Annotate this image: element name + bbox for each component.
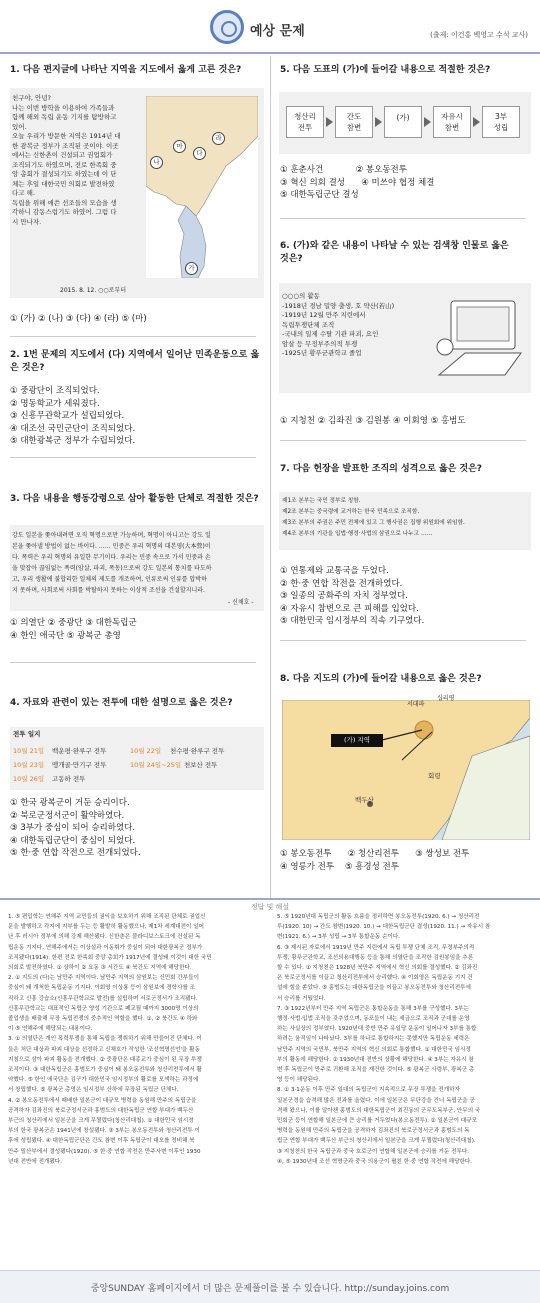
place-hoeryong: 회령 — [428, 772, 441, 780]
answer-section — [0, 898, 540, 1270]
arrow-right-icon — [375, 117, 382, 127]
header-rule — [0, 52, 540, 54]
region-ga-label: (가) 지역 — [331, 734, 383, 747]
divider — [10, 336, 256, 337]
question-7-options[interactable]: ① 연통제와 교통국을 두었다. ② 한·중 연합 작전을 전개하였다. ③ 일종의 공화주의 자치 정부였다. ④ 자유시 참변으로 큰 피해를 입었다. ⑤ 대한민국 임시정부의 직속 기구였다. — [280, 566, 425, 626]
place-simnipyeong: 십리평 — [437, 695, 455, 702]
question-6-text: ○○○의 활동 -1918년 경남 밀양 출생, 호 약산(若山) -1919년 12월 만주 지린에서 독립투쟁단체 조직 -국내의 일제 수탈 기관 파괴, 요인 암살 등 무정부주의적 투쟁 -1925년 황푸군관학교 졸업 — [282, 292, 395, 357]
question-4-title: 4. 자료와 관련이 있는 전투에 대한 설명으로 옳은 것은? — [10, 698, 233, 708]
question-1-map — [146, 96, 258, 278]
place-seodaepa: 서대파 — [407, 701, 425, 708]
question-4-table-head: 전투 일지 — [13, 730, 41, 738]
flow-step: 자유시 참변 — [433, 106, 471, 138]
question-1-title: 1. 다음 편지글에 나타난 지역을 지도에서 옳게 고른 것은? — [10, 65, 242, 75]
log-date: 10월 24일~25일 — [130, 761, 182, 769]
question-5-options[interactable]: ① 훈춘사건 ② 봉오동전투 ③ 혁신 의회 결성 ④ 미쓰야 협정 체결 ⑤ 대한독립군단 결성 — [280, 165, 435, 200]
question-1-options[interactable]: ① (가) ② (나) ③ (다) ④ (라) ⑤ (마) — [10, 314, 147, 324]
divider — [10, 662, 256, 663]
map-marker-na: 나 — [150, 156, 163, 169]
flow-step: 3부 성립 — [482, 106, 520, 138]
author-credit: (출제: 이건홍 백영고 수석 교사) — [430, 31, 528, 39]
arrow-right-icon — [473, 117, 480, 127]
question-6-options[interactable]: ① 지청천 ② 김좌진 ③ 김원봉 ④ 이회영 ⑤ 홍범도 — [280, 416, 466, 426]
log-date: 10월 23일 — [13, 761, 45, 769]
map-marker-da: 다 — [193, 147, 206, 160]
question-1-letter: 친구야, 안녕? 나는 이번 방학을 이용하여 가족들과 함께 해외 독립 운동 기지를 탐방하고 있어. 오늘 우리가 방문한 지역은 1914년 대 한 광복군 정부가 조직된 곳이야. 이곳 에서는 신한촌이 건설되고 권업회가 조직되기도 하였으며, 전로 한족회 중 앙 총회가 결성되기도 하였는데 이 단 체는 후일 대한국민 의회로 발전하였 다고 해. 독립을 위해 애쓴 선조들의 모습을 생 각하니 감동스럽기도 하였어. 그럼 다 시 만나자. — [12, 94, 121, 226]
question-7-text: 제1조 본부는 국민 정부로 칭함. 제2조 본부는 중국령에 교거하는 한국 민족으로 조직함. 제3조 본부의 주권은 주민 전체에 있고 그 행사권은 집행 위원회에 위임함. 제4조 본부의 기관을 입법·행정·사법의 삼권으로 나누고 …… — [282, 498, 465, 537]
question-2-options[interactable]: ① 중광단이 조직되었다. ② 명동학교가 세워졌다. ③ 신흥무관학교가 설립되었다. ④ 대조선 국민군단이 조직되었다. ⑤ 대한광복군 정부가 수립되었다. — [10, 386, 136, 446]
question-1-date: 2015. 8. 12. ○○로부터 — [60, 287, 127, 294]
arrow-right-icon — [424, 117, 431, 127]
log-date: 10월 22일 — [130, 747, 162, 755]
question-8-options[interactable]: ① 봉오동전투 ② 청산리전투 ③ 쌍성보 전투 ④ 영릉가 전투 ⑤ 흥경성 전투 — [280, 849, 470, 872]
question-3-cite: - 신채호 - — [228, 599, 254, 606]
question-5-title: 5. 다음 도표의 (가)에 들어갈 내용으로 적절한 것은? — [280, 65, 491, 75]
column-divider — [270, 56, 271, 898]
log-event: 백운평·완루구 전투 — [52, 747, 107, 755]
question-3-options[interactable]: ① 의열단 ② 중광단 ③ 대한독립군 ④ 한인 애국단 ⑤ 광복군 총영 — [10, 618, 137, 641]
question-7-title: 7. 다음 헌장을 발표한 조직의 성격으로 옳은 것은? — [280, 464, 483, 474]
log-event: 고동하 전투 — [52, 775, 86, 783]
map-marker-ga: 가 — [185, 262, 198, 275]
flow-step: 간도 참변 — [335, 106, 373, 138]
answer-right-column: 5. ⑤ 1920년대 독립군의 활동 흐름을 정리하면 봉오동전투(1920. 6.) → 청산리전 투(1920. 10) → 간도 참변(1920. 10.) → 대한독립군단 결성(1920. 11.) → 자유시 참 변(1921. 6.) → 3부 성립 → 3부 통합운동 순이다. 6. ③ 제시된 자료에서 1919년 만주 지린에서 독립 투쟁 단체 조직, 무정부주의적 투쟁, 황푸군관학교, 조선의용대행동 등을 통해 의열단을 조직한 김원봉임을 추론 할 수 있다. ① 지청천은 1928년 북만주 지역에서 혁신 의회를 결성했다. ② 김좌진 은 북로군정서를 이끌고 청산리전투에서 승리했다. ④ 이회영은 독립운동 기지 건 설에 힘을 쏟았다. ⑤ 홍범도는 대한독립군을 이끌고 봉오동전투와 청산리전투에 서 승리를 거뒀었다. 7. ③ 1922년부터 만주 지역 독립군은 통합운동을 통해 3부를 구성했다. 3부는 행정·사법·입법 조직을 갖추었으며, 동포들이 내는 세금으로 조직과 군대를 운영 하는 사실상의 정부였다. 1920년대 중반 만주 유일당 운동이 일어나자 3부를 통합 하려는 움직임이 나타났다. 3부를 하나로 통합하지는 못했지만 독립운동 세력은 남만주 지역의 국민부, 북만주 지역의 혁신 의회로 통합했다. ① 대한민국 임시정 부의 활동에 해당한다. ② 1930년대 전반의 상황에 해당한다. ④ 3부는 자유시 참 변 후 독립군이 만주로 귀환해 조직을 재건한 것이다. ⑤ 광복군 사령부, 광복군 총 영 등이 해당된다. 8. ① 3·1운동 이후 만주 일대의 독립군이 지속적으로 무장 투쟁을 전개하자 일본군경을 습격해 많은 전과를 올렸다. 이에 일본군은 무단강을 건너 독립군을 공 격해 왔으나, 이를 알아챈 홍범도의 대한독립군이 최진동의 군무도독부군, 안무의 국 민회군 등이 연합해 일본군에 큰 승리를 거두었다(봉오동전투). ② 일본군이 대규모 병력을 동원해 만주의 독립군을 공격하자 김좌진의 북로군정서군과 홍범도의 독 립군 연합 부대가 백두산 부근의 청산리에서 일본군을 크게 무찔렀다(청산리대첩). ③ 지청천의 한국 독립군과 중국 호로군이 연합해 일본군에 승리를 거둔 전투다. ④, ⑤ 1930년대 조선 혁명군과 중국 의용군이 펼친 한·중 연합 작전에 해당한다. — [277, 914, 491, 1165]
answer-left-column: 1. ⑤ 편입학는 연해주 지역 교민들의 권익을 보호하기 위해 조직된 단체로 권업신 문을 발행하고 각지에 지부를 두는 등 활발히 활동했으나, 제1차 세계대전이 일어 난 후 러시아 정부에 의해 강제 해산됐다. 신한촌은 블라디보스토크에 건설된 독 립운동 기지다. 연해주에서는 이상설과 이동휘가 중심이 되어 대한광복군 정부가 조직됐다(1914). 한편 전로 한족회 중앙 총회가 1917년에 결성돼 이것이 대한 국민 의회로 발전하였다. ① 상하이 ② 요동 ③ 서간도 ④ 북간도 지역에 해당한다. 2. ① 지도의 (다)는 남만주 지역이다. 남만주 지역의 삼원보는 신민회 간부들이 중심이 돼 개척한 독립운동 기지다. 이회영 이상룡 등이 삼원보에 경학사를 조 직하고 신흥 강습소(신흥무관학교로 발전)를 설립하며 서로군정서가 조직됐다. 신흥무관학교는 대표적인 독립군 양성 기관으로 폐교될 때까지 3000명 이상의 졸업생을 배출해 무장 독립전쟁의 중추적인 역할을 했다. ①, ② 북간도 ④ 하와 이 ⑤ 연해주에 해당되는 내용이다. 3. ① 의열단은 개인 폭력투쟁을 통해 독립을 쟁취하기 위해 만들어진 단체다. 이 들은 처단 대상과 파괴 대상을 선정하고 신채호가 작성한 '조선혁명선언'을 활동 지침으로 삼아 파괴 활동을 전개했다. ② 중광단은 대종교가 중심이 된 무장 투쟁 조직이다. ③ 대한독립군은 홍범도가 중심이 돼 봉오동전투와 청산리전투에서 활 약했다. ⑤ 한인 애국단은 김구가 대한민국 임시정부의 활로를 모색하는 과정에 서 창립했다. ⑤ 광복군 총영은 임시정부 산하에 무장된 독립군 단체다. 4. ② 봉오동전투에서 패배한 일본군이 대규모 병력을 동원해 만주의 독립군을 공격하자 김좌진의 북로군정서군과 홍범도의 대한독립군 연합 부대가 백두산 부근의 청산리에서 일본군을 크게 무찔렀다(청산리대첩). ① 대한민국 임시정 부의 한국 광복군은 1941년에 창설됐다. ③ 3부는 봉오동전투와 청산리전투 이 후에 성립됐다. ④ 대한독립군단은 간도 참변 이후 독립군이 대오를 정비해 북 만주 밀산부에서 결성됐다(1920). ⑤ 한·중 연합 작전은 만주사변 이후인 1930 년대 전반에 전개됐다. — [8, 914, 212, 1165]
log-event: 천보산 전투 — [184, 761, 218, 769]
question-3-text: 강도 일본을 쫓아내려면 오직 혁명으로만 가능하며, 혁명이 아니고는 강도 일 본을 쫓아낼 방법이 없는 바이다. …… 민중은 우리 혁명의 대본영(大本營)이 다. 폭력은 우리 혁명의 유일한 무기이다. 우리는 민중 속으로 가서 민중과 손 을 맞잡아 끊임없는 폭력(암살, 파괴, 폭동)으로써 강도 일본의 통치를 타도하 고, 우리 생활에 불합리한 일체의 제도를 개조하여, 인류로써 인류를 압박하 지 못하며, 사회로써 사회를 박탈하지 못하는 이상적 조선을 건설할지니라. — [12, 532, 212, 594]
footer-link-text[interactable]: 중앙SUNDAY 홈페이지에서 더 많은 문제풀이를 볼 수 있습니다. http://sunday.joins.com — [90, 1284, 450, 1294]
log-event: 천수평·완루구 전투 — [170, 747, 225, 755]
arrow-right-icon — [326, 117, 333, 127]
divider — [10, 457, 256, 458]
map-marker-ma: 마 — [173, 140, 186, 153]
divider — [280, 640, 526, 641]
flow-step: 청산리 전투 — [286, 106, 324, 138]
page-footer — [0, 1270, 540, 1303]
log-date: 10월 26일 — [13, 775, 45, 783]
question-4-source-box — [10, 727, 264, 790]
question-8-title: 8. 다음 지도의 (가)에 들어갈 내용으로 옳은 것은? — [280, 674, 482, 684]
log-date: 10월 21일 — [13, 747, 45, 755]
question-2-title: 2. 1번 문제의 지도에서 (다) 지역에서 일어난 민족운동으로 옳 은 것은? — [10, 350, 260, 373]
question-6-title: 6. (가)와 같은 내용이 나타날 수 있는 검색창 인물로 옳은 것은? — [280, 241, 509, 264]
answer-title: 정답 및 해설 — [250, 903, 290, 911]
page-header — [0, 0, 540, 58]
flow-step-blank: (가) — [384, 106, 422, 138]
question-4-options[interactable]: ① 한국 광복군이 거둔 승리이다. ② 북로군정서군이 활약하였다. ③ 3부가 중심이 되어 승리하였다. ④ 대한독립군단이 중심이 되었다. ⑤ 한·중 연합 작전으로 전개되었다. — [10, 798, 141, 858]
question-8-map — [282, 700, 530, 840]
place-baekdusan: 백두산 — [355, 796, 374, 804]
divider — [280, 440, 526, 441]
question-3-title: 3. 다음 내용을 행동강령으로 삼아 활동한 단체로 적절한 것은? — [10, 494, 259, 504]
divider — [280, 218, 526, 219]
computer-illustration-icon — [435, 297, 525, 382]
log-event: 맹개골·만기구 전투 — [52, 761, 107, 769]
target-logo-icon — [210, 10, 244, 44]
page-title: 예상 문제 — [250, 24, 305, 39]
map-marker-ra: 라 — [212, 132, 225, 145]
